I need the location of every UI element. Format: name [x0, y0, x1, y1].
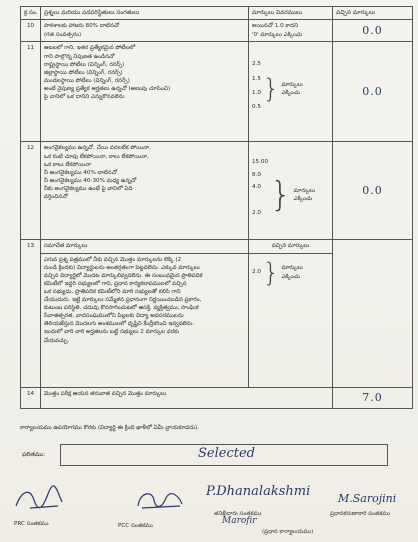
row-sno: 10	[21, 20, 41, 42]
row-sno: 11	[21, 42, 41, 142]
detail-value: 15.00	[252, 159, 269, 166]
detail-value: 2.0	[252, 269, 261, 276]
result-label: ఫలితము:	[22, 452, 45, 458]
detail-note-line: ఎక్కించు	[293, 195, 313, 202]
row-criteria	[41, 240, 249, 388]
row-heading: సమాచేత మార్కులు	[41, 240, 248, 253]
detail-note	[281, 264, 302, 280]
criteria-line: నుండి క్రిందకు) విద్యార్థులను అంతర్గతంగా పెట్టవలెను. ఎక్కువ మార్కులు	[44, 264, 200, 271]
header-criteria: ప్రశ్నలు మరియు పదపరిస్థితులు సంగతులు	[41, 7, 249, 20]
detail-note-line: ఎక్కించు	[281, 89, 300, 96]
criteria-line: వేయవచ్చు.	[44, 337, 70, 344]
criteria-line: ఒక కాలు లేకపోయినా	[44, 161, 91, 168]
detail-values	[252, 158, 268, 230]
criteria-line: నీ అంగవైకల్యము 40% దాటినచో	[44, 169, 117, 176]
table-row	[21, 42, 413, 142]
office-use-note: కార్యాలయము ఉపయోగము కొరకు (విద్యార్థి ఈ క్రింది ఖాళీలో ఏమీ వ్రాయకూడదు).	[20, 425, 200, 431]
pcc-signature-mark	[132, 486, 188, 516]
row-sno: 12	[21, 142, 41, 240]
detail-note	[294, 187, 315, 203]
row-score-cell	[333, 388, 413, 409]
criteria-line: మండలస్థాయి పోటీలు (విన్నింగ్, రనర్స్)	[44, 77, 130, 84]
detail-value: 8.0	[252, 171, 261, 178]
table-row	[21, 20, 413, 42]
detail-line: '0' మార్కులు ఎక్కించు	[252, 31, 303, 38]
row-score-cell	[333, 240, 413, 388]
detail-note-line: మార్కులు	[281, 81, 303, 88]
detail-value: 4.0	[252, 183, 261, 190]
criteria-line: ఎగువ ప్రశ్న పత్రములో నీకు వచ్చిన మొత్తం మార్కులను లెక్కి (2	[44, 256, 182, 263]
row-detail	[249, 142, 333, 240]
signature-text: M.Sarojini	[338, 492, 397, 505]
detail-note-line: మార్కులు	[281, 265, 303, 272]
detail-header: వచ్చిన మార్కులు	[249, 240, 332, 253]
criteria-line: సేవాతత్పరత, వాదసంఘములోని పిల్లలకు విద్యా అవసరములను	[44, 313, 184, 320]
criteria-line: ఒక సభ్యుడు, ప్రాతిపదిక కమిటీలోని మారి సభ్యులతో కలిసి గాని	[44, 288, 181, 295]
criteria-line: తెలియజేస్తున మొదలగు అంశములలో ధృష్టిని కేంద్రీకరించి ఇవ్వవలెను.	[44, 321, 195, 328]
detail-note-line: మార్కులు	[293, 187, 316, 194]
table-row	[21, 388, 413, 409]
row-score-cell	[333, 142, 413, 240]
brace-icon: }	[262, 73, 280, 104]
signature-label: PCC సంతకము	[118, 523, 153, 529]
criteria-line: ఒక కంటి చూపు లేకపోయినా, కాలు లేకపోయినా,	[44, 153, 149, 160]
criteria-line: ఆటలలో గాని, ఇతర ప్రత్యేకమైన పోటీలలో	[44, 45, 136, 52]
row-detail	[249, 20, 333, 42]
marks-table	[20, 6, 413, 409]
row-detail	[249, 42, 333, 142]
row-score-cell	[333, 20, 413, 42]
criteria-line: జిల్లాస్థాయి పోటీలు (విన్నింగ్, రనర్స్)	[44, 69, 123, 76]
table-row	[21, 240, 413, 388]
criteria-line: పాఠశాలకు హాజరు 80% దాటినచో	[44, 23, 120, 30]
row-score-cell	[333, 42, 413, 142]
header-details: మార్కులు వివరములు	[249, 7, 333, 20]
criteria-line: వచ్చిన విద్యార్థిలో మొదట మార్కులివ్వవలెను. ఈ సంబంధమైన ప్రాతిపదిక	[44, 272, 203, 279]
criteria-line: నీ అంగవైకల్యము 40-30% మధ్య ఉన్నచో	[44, 177, 137, 184]
row-criteria	[41, 42, 249, 142]
detail-value: 2.5	[252, 61, 261, 68]
brace-icon: }	[270, 174, 292, 215]
row-sno: 14	[21, 388, 41, 409]
criteria-line: ఇందులో వారి వారి అర్హతలను బట్టి సభ్యులు 2 మార్కుల వరకు	[44, 329, 180, 336]
signature-text: P.Dhanalakshmi	[206, 484, 311, 499]
detail-note	[281, 81, 302, 97]
signature-text: Marofir	[222, 516, 257, 526]
signature-label: తనిఖీదారు సంతకము	[214, 511, 262, 517]
row-sno: 13	[21, 240, 41, 388]
score-value: 7.0	[362, 391, 383, 405]
table-header-row	[21, 7, 413, 20]
criteria-line: గాని పాల్గొన్న నిపుణత ఉండినచో	[44, 53, 115, 60]
criteria-line: పై వానిలో ఒక దానిని ఎన్నుకొనవలెను	[44, 94, 125, 101]
result-value: Selected	[198, 446, 255, 461]
criteria-line: చేయుదురు. ఇట్టి మార్కులు సమ్మేళన ప్రధానంగా నిర్ణయించబడిన ప్రకారం,	[44, 297, 202, 304]
detail-values	[252, 268, 261, 276]
detail-value: 2.0	[252, 209, 261, 216]
table-row	[21, 142, 413, 240]
prc-signature-mark	[12, 484, 72, 514]
detail-values	[252, 60, 261, 116]
criteria-line: వర్తించినచో	[44, 194, 68, 201]
header-awarded: వచ్చిన మార్కులు	[333, 7, 413, 20]
criteria-line: మొత్తం పరీక్ష ఆయన తరువాత వచ్చిన మొత్తం మార్కులు	[44, 391, 167, 398]
row-criteria	[41, 20, 249, 42]
header-sno: క్ర.సం.	[21, 7, 41, 20]
score-value: 0.0	[362, 23, 383, 37]
criteria-line: (గత సంవత్సరం)	[44, 31, 82, 38]
signature-label: PRC సంతకము	[14, 521, 49, 527]
criteria-line: అంటే నైపుణ్య ప్రత్యేక అర్హతలు ఉన్నచో (అణుపు చూపించి)	[44, 85, 171, 92]
detail-line: అయినచో 1.0 కాదని	[252, 23, 299, 30]
score-value: 0.0	[362, 183, 383, 197]
signature-label: (ప్రధాన కార్యాలయము)	[262, 529, 314, 535]
score-value: 0.0	[362, 84, 383, 98]
row-criteria	[41, 388, 333, 409]
criteria-line: కమిటీలో ఇద్దరి సభ్యులలో గాని, ప్రధాన కార్యకలాపములలో వచ్చిన	[44, 280, 187, 287]
brace-icon: }	[262, 257, 280, 288]
criteria-line: అంగవైకల్యము ఉన్నచో, చేయి వదలలేక పోయినా,	[44, 145, 151, 152]
detail-value: 1.5	[252, 75, 261, 82]
detail-value: 1.0	[252, 89, 261, 96]
row-detail	[249, 240, 333, 388]
criteria-line: రాష్ట్రస్థాయి పోటీలు (విన్నింగ్, రనర్స్)	[44, 61, 125, 68]
criteria-line: నీకు అంగవైకల్యము ఉంటే పై వానిలో ఏది	[44, 185, 133, 192]
detail-note-line: ఎక్కించు	[281, 273, 300, 280]
signature-label: ప్రధానకరుణాకారి సంతకము	[330, 511, 391, 517]
signature-row	[0, 470, 418, 542]
detail-value: 0.5	[252, 103, 261, 110]
criteria-line: కుటుంబ పరిస్థితి, చదువు కొనసాగించుటలో ఆసక్తి, వ్యక్తిత్వము, సాంఘిక	[44, 305, 199, 312]
row-criteria	[41, 142, 249, 240]
